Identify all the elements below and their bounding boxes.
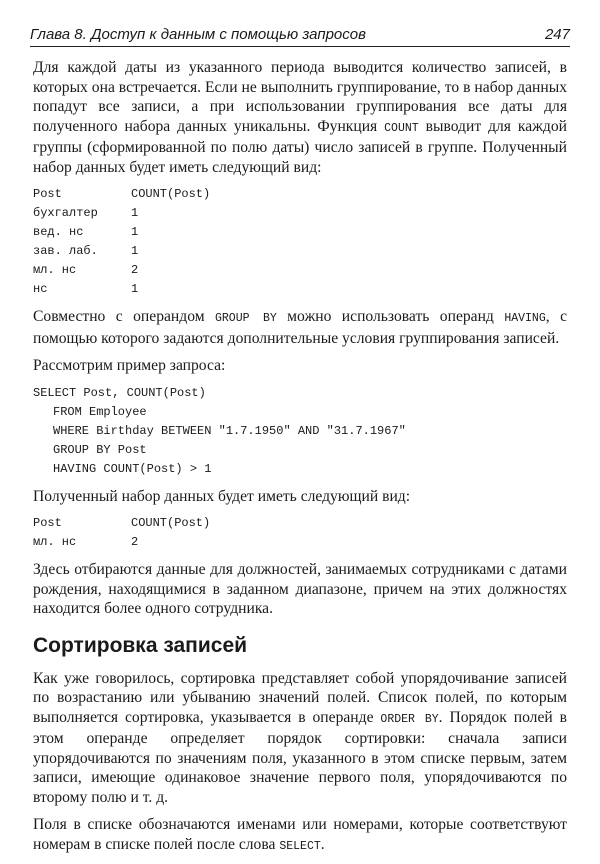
result-table-2 bbox=[33, 514, 567, 552]
paragraph-count-explanation: Для каждой даты из указанного периода выводится количество записей, в которых она встречается. Если не выполнить группирование, то в набор данных попадут все записи, а при использовании группирования все даты для полученного набора данных уникальны. Функция COUNT выводит для каждой группы (сформированной по полю даты) число записей в группе. Полученный набор данных будет иметь следующий вид: bbox=[33, 59, 567, 176]
code-line: FROM Employee bbox=[53, 404, 147, 419]
sql-query-block bbox=[33, 384, 567, 479]
page-content bbox=[33, 58, 567, 864]
chapter-title: Глава 8. Доступ к данным с помощью запросов bbox=[30, 26, 366, 43]
code-line: HAVING COUNT(Post) > 1 bbox=[53, 461, 212, 476]
table-header: Post COUNT(Post) bbox=[33, 516, 211, 530]
keyword-count: COUNT bbox=[384, 121, 419, 135]
code-line: GROUP BY Post bbox=[53, 442, 147, 457]
result-table-1 bbox=[33, 185, 567, 299]
paragraph-result-intro: Полученный набор данных будет иметь следующий вид: bbox=[33, 487, 411, 505]
table-row: мл. нс 2 bbox=[33, 263, 139, 277]
code-line: SELECT Post, COUNT(Post) bbox=[33, 385, 206, 400]
keyword-select: SELECT bbox=[279, 839, 321, 853]
section-heading: Сортировка записей bbox=[33, 633, 248, 657]
keyword-group-by: GROUP BY bbox=[215, 312, 277, 325]
table-row: мл. нс 2 bbox=[33, 535, 139, 549]
table-row: бухгалтер 1 bbox=[33, 206, 139, 220]
paragraph-example-intro: Рассмотрим пример запроса: bbox=[33, 357, 226, 374]
running-header bbox=[30, 26, 570, 47]
keyword-order-by: ORDER BY bbox=[380, 712, 439, 726]
table-row: вед. нс 1 bbox=[33, 225, 139, 239]
table-row: нс 1 bbox=[33, 282, 139, 296]
paragraph-selection-explanation: Здесь отбираются данные для должностей, занимаемых сотрудниками с датами рождения, находящимися в заданном диапазоне, причем на этих должностях находится более одного сотрудника. bbox=[33, 561, 567, 617]
paragraph-having: Совместно с операндом GROUP BY можно использовать операнд HAVING, с помощью которого задаются дополнительные условия группирования записей. bbox=[33, 308, 567, 347]
page-number: 247 bbox=[544, 26, 570, 43]
table-row: зав. лаб. 1 bbox=[33, 244, 139, 258]
code-line: WHERE Birthday BETWEEN "1.7.1950" AND "31.7.1967" bbox=[53, 423, 406, 438]
paragraph-sorting: Как уже говорилось, сортировка представляет собой упорядочивание записей по возрастанию или убыванию значений полей. Список полей, по которым выполняется сортировка, указывается в операнде ORDER BY. Порядок полей в этом операнде определяет порядок сортировки: сначала записи упорядочиваются по значениям поля, указанного в этом списке первым, затем записи, имеющие одинаковое значение первого поля, упорядочиваются по второму полю и т. д. bbox=[33, 669, 567, 806]
paragraph-field-numbers: Поля в списке обозначаются именами или номерами, которые соответствуют номерам в списке полей после слова SELECT. bbox=[33, 816, 567, 853]
keyword-having: HAVING bbox=[504, 312, 546, 325]
table-header: Post COUNT(Post) bbox=[33, 187, 211, 201]
